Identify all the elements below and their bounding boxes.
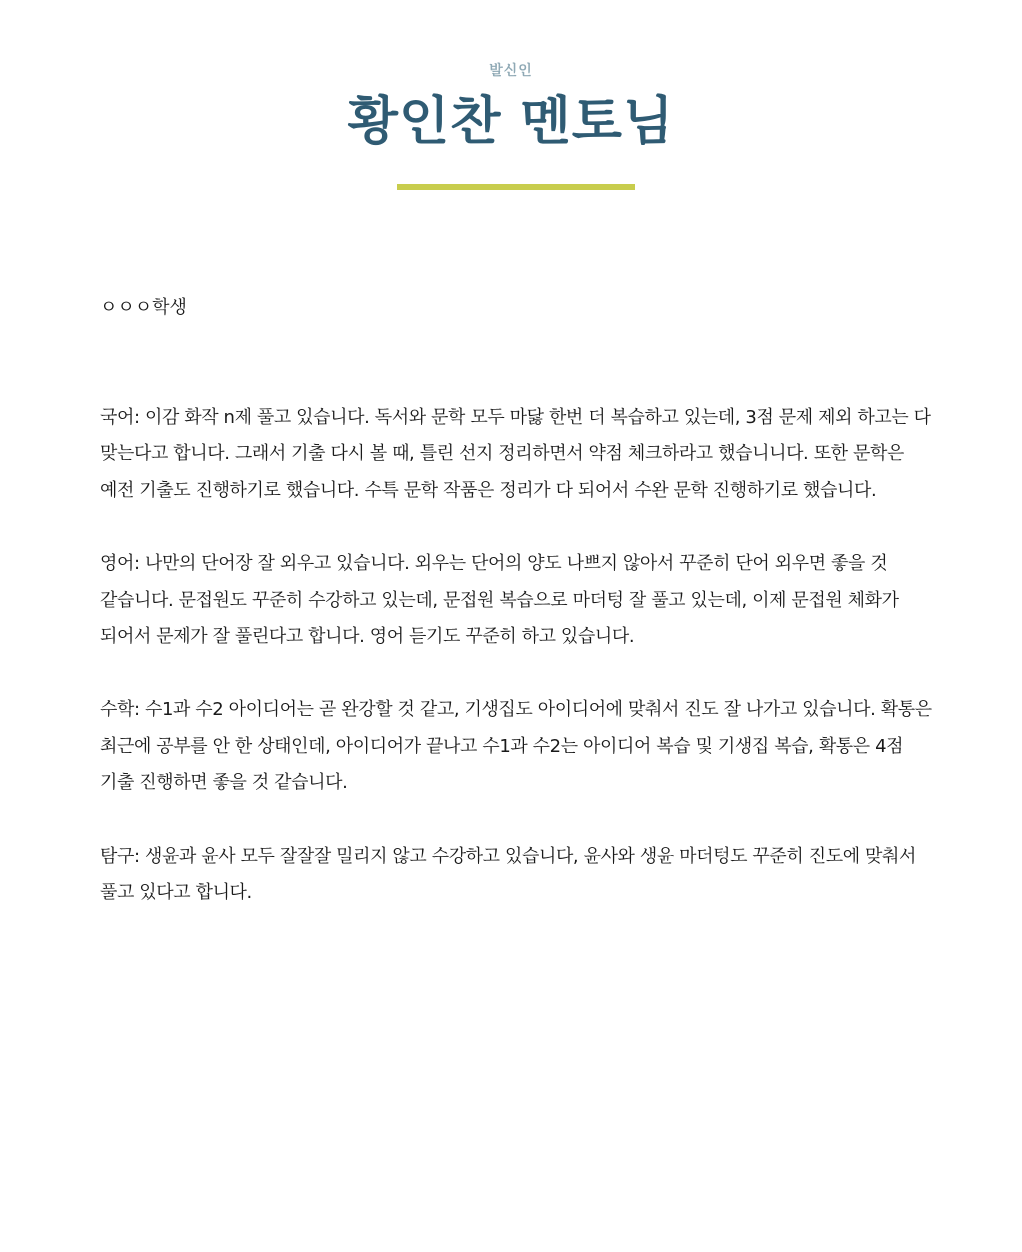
- paragraph-math: 수학: 수1과 수2 아이디어는 곧 완강할 것 같고, 기생집도 아이디어에 맞춰서 진도 잘 나가고 있습니다. 확통은 최근에 공부를 안 한 상태인데, 아이디어가 끝나고 수1과 수2는 아이디어 복습 및 기생집 복습, 확통은 4점 기출 진행하면 좋을 것 같습니다.: [100, 699, 932, 794]
- paragraph-korean: 국어: 이감 화작 n제 풀고 있습니다. 독서와 문학 모두 마닳 한번 더 복습하고 있는데, 3점 문제 제외 하고는 다 맞는다고 합니다. 그래서 기출 다시 볼 때, 틀린 선지 정리하면서 약점 체크하라고 했습니니다. 또한 문학은 예전 기출도 진행하기로 했습니다. 수특 문학 작품은 정리가 다 되어서 수완 문학 진행하기로 했습니다.: [100, 407, 931, 501]
- paragraph-english: 영어: 나만의 단어장 잘 외우고 있습니다. 외우는 단어의 양도 나쁘지 않아서 꾸준히 단어 외우면 좋을 것 같습니다. 문접원도 꾸준히 수강하고 있는데, 문접원 복습으로 마더텅 잘 풀고 있는데, 이제 문접원 체화가 되어서 문제가 잘 풀린다고 합니다. 영어 듣기도 꾸준히 하고 있습니다.: [100, 553, 899, 648]
- paragraph-inquiry: 탐구: 생윤과 윤사 모두 잘잘잘 밀리지 않고 수강하고 있습니다, 윤사와 생윤 마더텅도 꾸준히 진도에 맞춰서 풀고 있다고 합니다.: [100, 845, 916, 904]
- letter-body: [100, 400, 936, 948]
- accent-divider: [397, 184, 635, 190]
- recipient-name: ㅇㅇㅇ학생: [100, 297, 187, 318]
- sender-label: 발신인: [489, 63, 533, 79]
- sender-name-title: 황인찬 멘토님: [347, 92, 675, 152]
